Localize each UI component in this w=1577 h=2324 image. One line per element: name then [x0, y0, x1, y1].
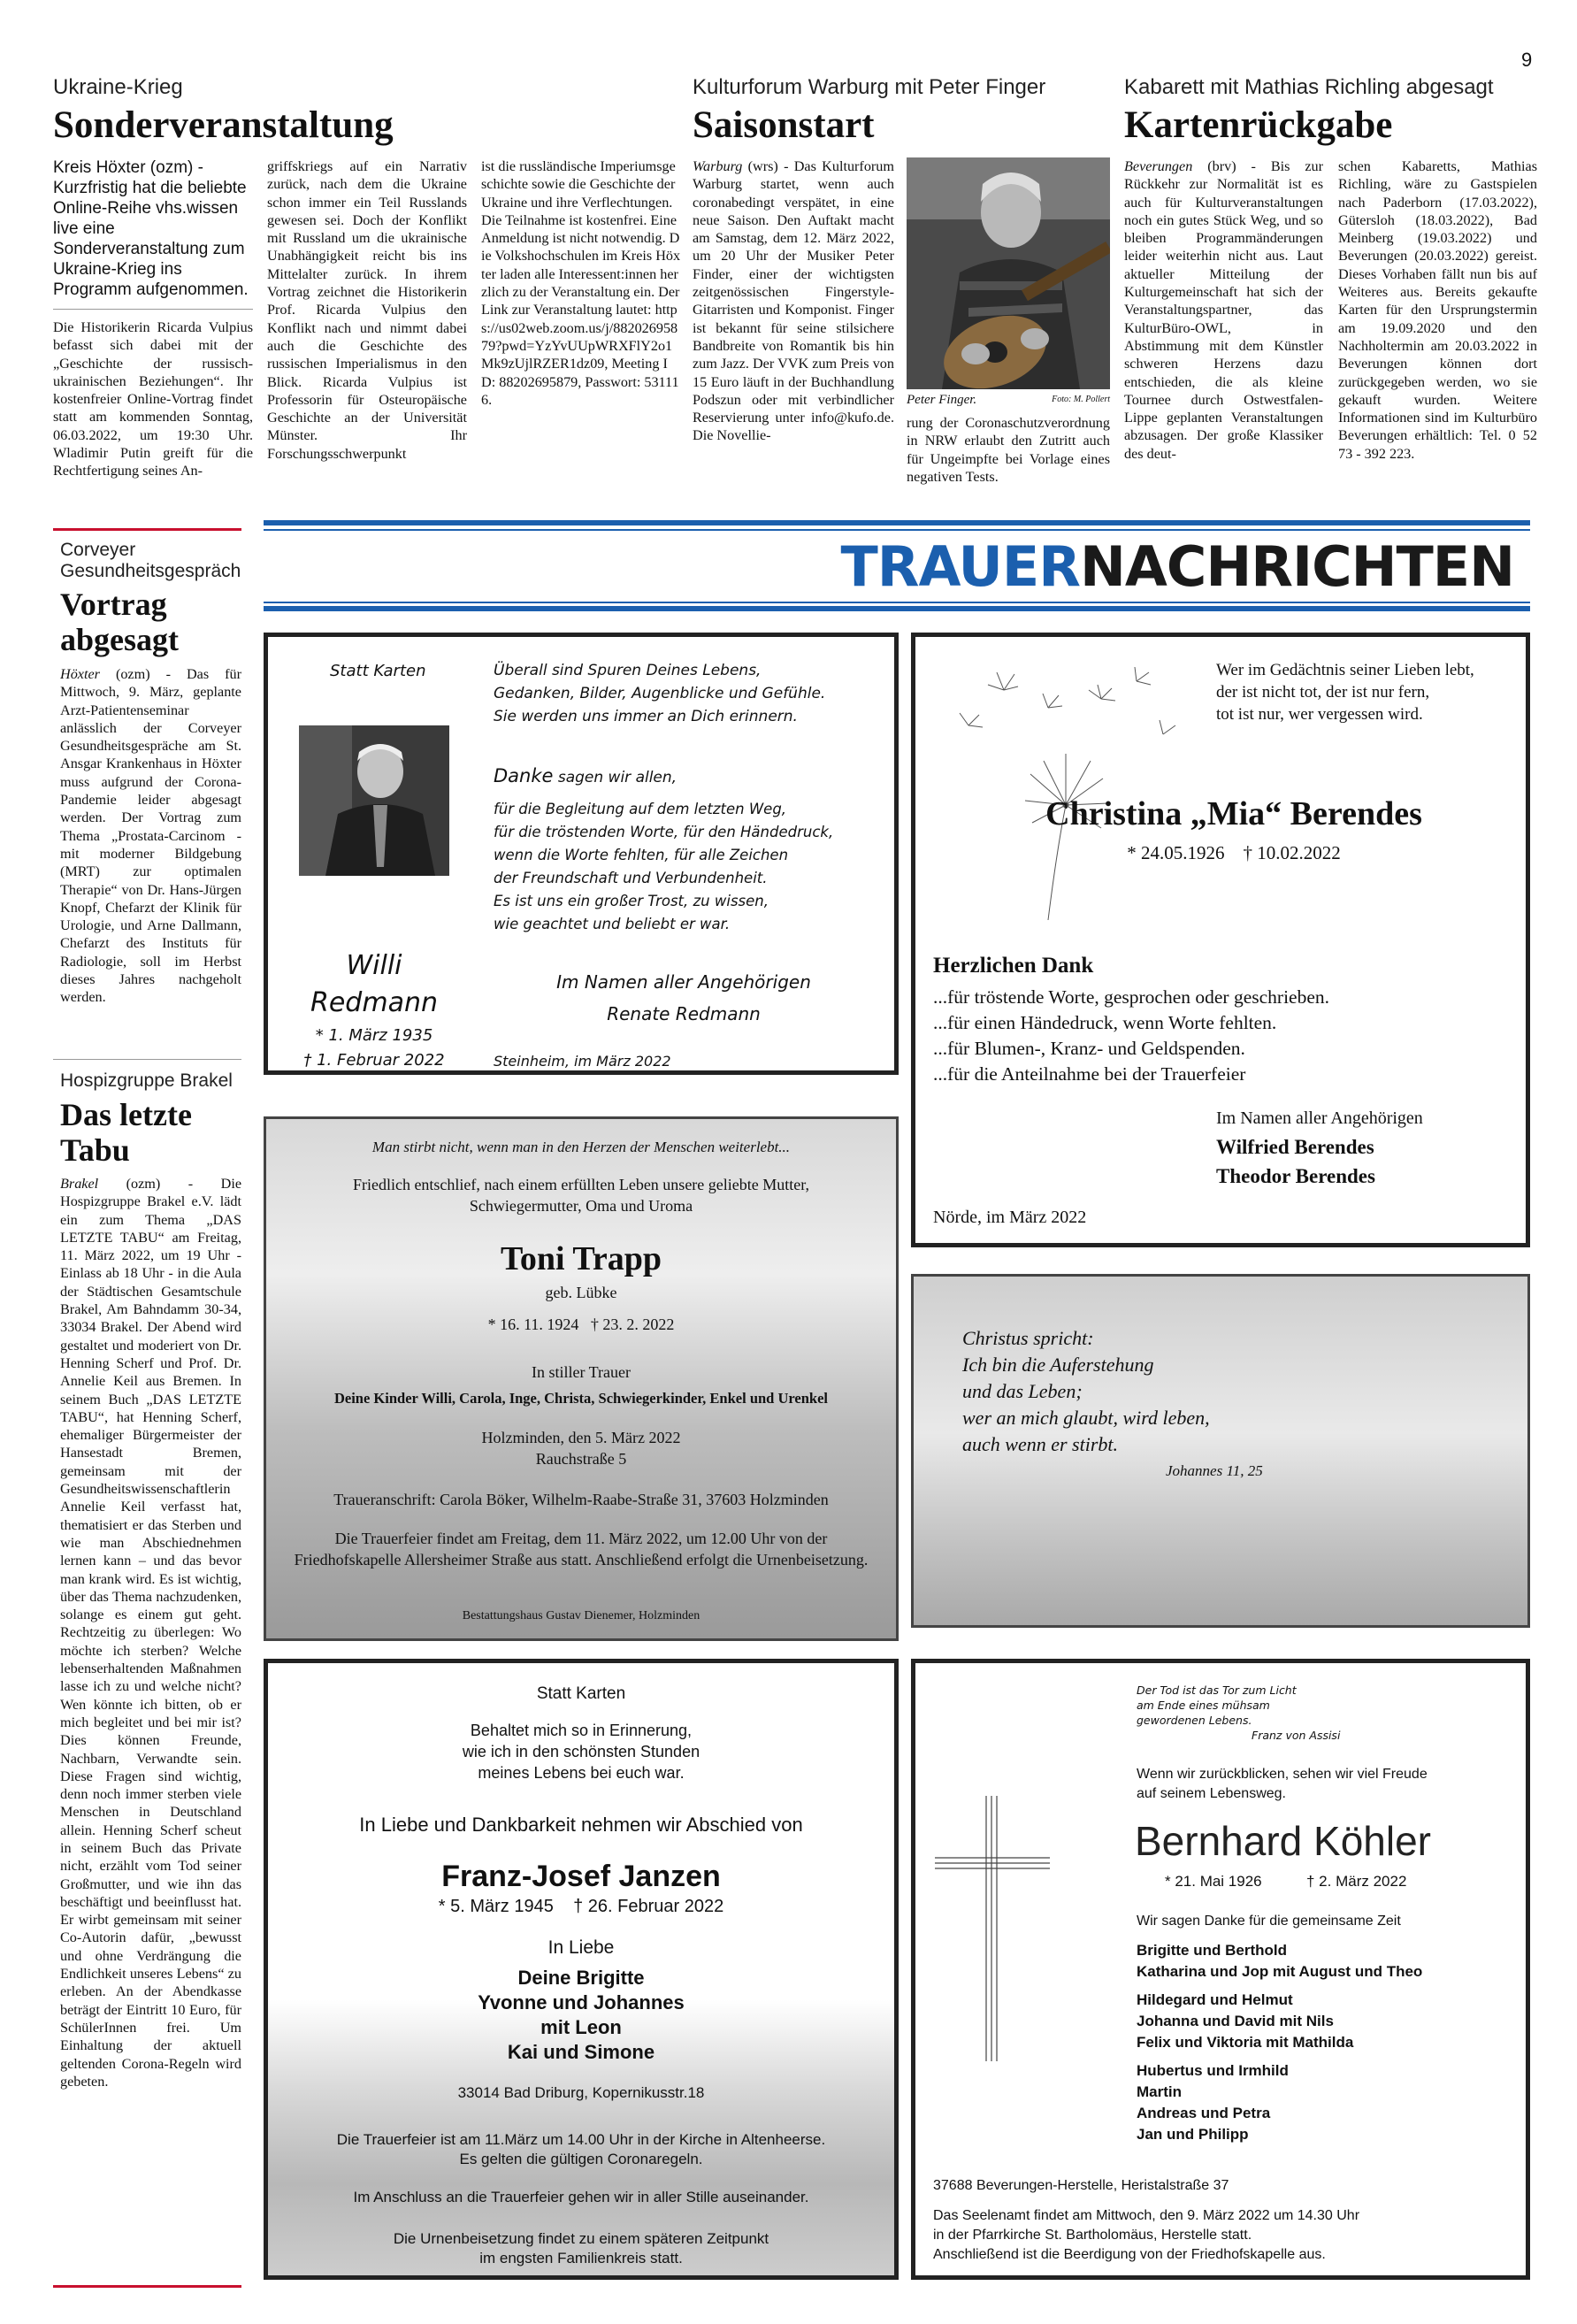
janzen-urn-line: Die Urnenbeisetzung findet zu einem späteren Zeitpunkt [393, 2230, 769, 2247]
janzen-poem-line: Behaltet mich so in Erinnerung, [470, 1722, 693, 1739]
photo-credit: Foto: M. Pollert [1052, 395, 1110, 404]
trapp-intro: Friedlich entschlief, nach einem erfüllten Leben unsere geliebte Mutter, Schwiegermutter, Oma und Uroma [352, 1176, 810, 1215]
redmann-born: * 1. März 1935 [315, 1026, 433, 1045]
koehler-intro-line: auf seinem Lebensweg. [1137, 1786, 1286, 1801]
redmann-poem-line: Gedanken, Bilder, Augenblicke und Gefühle. [494, 685, 826, 702]
redmann-statt-karten: Statt Karten [330, 662, 426, 680]
koehler-family-line: Hubertus und Irmhild [1137, 2062, 1289, 2079]
corvey-dateline: Höxter [60, 666, 100, 682]
janzen-poem-line: meines Lebens bei euch war. [478, 1764, 685, 1782]
obituary-redmann [264, 633, 899, 1075]
hospiz-headline: Das letzte Tabu [60, 1097, 192, 1168]
trauernachrichten-banner [264, 520, 1530, 612]
redmann-poem [494, 659, 825, 728]
christus-ref: Johannes 11, 25 [1166, 1462, 1263, 1479]
redmann-last-name: Redmann [310, 987, 438, 1018]
kulturforum-kicker: Kulturforum Warburg mit Peter Finger [693, 75, 1046, 99]
kabarett-kicker: Kabarett mit Mathias Richling abgesagt [1124, 75, 1494, 99]
trapp-street: Rauchstraße 5 [535, 1450, 627, 1468]
kabarett-col-1 [1124, 157, 1323, 511]
janzen-family [268, 1966, 894, 2065]
berendes-signoff: Im Namen aller Angehörigen [1216, 1108, 1423, 1128]
redmann-thanks [494, 798, 833, 936]
kulturforum-dateline: Warburg [693, 158, 743, 174]
photo-caption: Peter Finger. [907, 393, 977, 407]
koehler-address: 37688 Beverungen-Herstelle, Heristalstraße 37 [933, 2178, 1229, 2193]
koehler-family-line: Johanna und David mit Nils [1137, 2013, 1334, 2029]
christus-spricht-box [911, 1274, 1530, 1628]
janzen-poem-line: wie ich in den schönsten Stunden [462, 1743, 700, 1760]
corvey-kicker: Corveyer Gesundheitsgespräch [60, 540, 241, 581]
banner-bottom-bar [264, 606, 1530, 611]
redmann-danke-rest: sagen wir allen, [553, 769, 677, 786]
ukraine-text-1: Die Historikerin Ricarda Vulpius befasst sich dabei mit der „Geschichte der russisch-ukrainischen Beziehungen“. Ihr kostenfreier Online-Vortrag findet statt am kommenden Sonntag, 06.03.2022, um 19:30 Uhr. Wladimir Putin greift für die Rechtfertigung seines An- [53, 319, 253, 479]
janzen-in-liebe: In Liebe [547, 1937, 615, 1958]
christus-verse [962, 1325, 1210, 1458]
janzen-after: Im Anschluss an die Trauerfeier gehen wir in aller Stille auseinander. [353, 2189, 809, 2205]
peter-finger-photo [907, 157, 1110, 389]
koehler-ceremony-line: Das Seelenamt findet am Mittwoch, den 9. März 2022 um 14.30 Uhr [933, 2208, 1360, 2223]
kulturforum-text-1: (wrs) - Das Kulturforum Warburg startet, wenn auch coronabedingt verspätet, in eine neue Saison. Den Auftakt macht am Samstag, dem 12. März 2022, um 20 Uhr der Musiker Peter Finder, einer der wichtigsten zeitgenössischen Fingerstyle-Gitarristen und Komponist. Finger ist bekannt für seine stilsichere Bandbreite von Romantik bis hin zum Jazz. Der VVK zum Preis von 15 Euro läuft in der Buchhandlung Podszun oder mit verbindlicher Reservierung unter info@kufo.de. Die Novellie- [693, 158, 894, 444]
redmann-first-name: Willi [346, 950, 402, 981]
koehler-quote [1137, 1683, 1340, 1743]
trapp-place-date: Holzminden, den 5. März 2022 [481, 1429, 681, 1446]
kulturforum-col-1 [693, 157, 894, 511]
kulturforum-text-2: rung der Coronaschutzverordnung in NRW erlaubt den Zutritt auch für Ungeimpfte bei Vorlage eines negativen Tests. [907, 415, 1110, 485]
photo-caption-row [907, 392, 1110, 410]
redmann-photo [299, 725, 449, 876]
berendes-signer-2: Theodor Berendes [1216, 1165, 1375, 1187]
redmann-thanks-line: der Freundschaft und Verbundenheit. [494, 870, 768, 886]
trapp-dates: * 16. 11. 1924 † 23. 2. 2022 [487, 1315, 675, 1333]
berendes-poem-line: Wer im Gedächtnis seiner Lieben lebt, [1216, 661, 1474, 679]
kulturforum-headline: Saisonstart [693, 104, 875, 146]
kabarett-text-2: schen Kabaretts, Mathias Richling, wäre zu Gastspielen nach Paderborn (17.03.2022), Gütersloh (18.03.2022), Bad Meinberg (19.03.2022) und Beverungen (20.03.2022) gereist. Dieses Vorhaben fällt nun bis auf Weiteres aus. Bereits gekaufte Karten für den Ursprungstermin am 19.09.2020 und den Nachholtermin am 20.03.2022 in Beverungen können dort zurückgegeben werden, wo sie gekauft wurden. Weitere Informationen sind im Kulturbüro Beverungen erhältlich: Tel. 0 52 73 - 392 223. [1338, 158, 1537, 462]
ukraine-kicker: Ukraine-Krieg [53, 75, 183, 99]
redmann-place-date: Steinheim, im März 2022 [494, 1053, 671, 1070]
redmann-thanks-line: für die tröstenden Worte, für den Händedruck, [494, 824, 834, 840]
redmann-danke [494, 765, 677, 786]
corvey-body [60, 665, 241, 1050]
kabarett-col-2 [1338, 157, 1537, 511]
koehler-family-line: Andreas und Petra [1137, 2105, 1271, 2121]
koehler-ceremony [933, 2206, 1359, 2265]
trapp-funeral-home: Bestattungshaus Gustav Dienemer, Holzminden [462, 1609, 700, 1622]
banner-top-line [264, 529, 1530, 531]
trapp-birth-name: geb. Lübke [545, 1284, 617, 1301]
redmann-signoff: Im Namen aller Angehörigen [556, 971, 811, 993]
janzen-ceremony [268, 2130, 894, 2169]
janzen-family-line: mit Leon [540, 2016, 622, 2038]
obituary-koehler [911, 1659, 1530, 2280]
guitarist-illustration [907, 157, 1110, 389]
trapp-family: Deine Kinder Willi, Carola, Inge, Christa, Schwiegerkinder, Enkel und Urenkel [333, 1390, 828, 1407]
section-title-part1: TRAUER [840, 534, 1080, 599]
redmann-died: † 1. Februar 2022 [303, 1051, 445, 1070]
redmann-thanks-line: Es ist uns ein großer Trost, zu wissen, [494, 893, 769, 909]
ukraine-text-3: ist die russländische Imperiumsgeschichte sowie die Geschichte der Ukraine und ihre Verflechtungen. Die Teilnahme ist kostenfrei. Eine Anmeldung ist nicht notwendig. Die Volkshochschulen im Kreis Höxter laden alle Interessent:innen herzlich zu der Veranstaltung ein. Der Link zur Veranstaltung lautet: https://us02web.zoom.us/j/88202695879?pwd=YzYvUUpWRXFlY2o1Mk9zUjlRZER1dz09, Meeting ID: 88202695879, Passwort: 531116. [481, 158, 681, 408]
trapp-in-trauer: In stiller Trauer [532, 1363, 631, 1381]
redmann-thanks-line: für die Begleitung auf dem letzten Weg, [494, 801, 787, 817]
sidebar-divider [53, 1059, 241, 1060]
obituary-berendes [911, 633, 1530, 1247]
redmann-signer: Renate Redmann [607, 1003, 761, 1024]
hospiz-dateline: Brakel [60, 1176, 99, 1192]
page-number: 9 [1521, 49, 1533, 71]
ukraine-intro: Kreis Höxter (ozm) - Kurzfristig hat die beliebte Online-Reihe vhs.wissen live eine Sonderveranstaltung zum Ukraine-Krieg ins Programm aufgenommen. [53, 157, 253, 310]
christus-line: und das Leben; [962, 1380, 1083, 1402]
christus-line: auch wenn er stirbt. [962, 1433, 1118, 1455]
berendes-dank-line: ...für die Anteilnahme bei der Trauerfeier [933, 1063, 1246, 1085]
banner-bottom-line [264, 602, 1530, 603]
janzen-statt-karten: Statt Karten [536, 1684, 626, 1703]
janzen-family-line: Deine Brigitte [517, 1967, 645, 1989]
koehler-intro-line: Wenn wir zurückblicken, sehen wir viel Freude [1137, 1767, 1428, 1782]
koehler-family-line: Brigitte und Berthold [1137, 1942, 1287, 1959]
sidebar-top-rule [53, 528, 241, 531]
janzen-ceremony-line: Es gelten die gültigen Coronaregeln. [459, 2151, 703, 2167]
koehler-ceremony-line: Anschließend ist die Beerdigung von der Friedhofskapelle aus. [933, 2247, 1326, 2262]
ukraine-col-2 [267, 157, 467, 511]
koehler-family-line: Katharina und Jop mit August und Theo [1137, 1963, 1423, 1980]
berendes-dates: * 24.05.1926 † 10.02.2022 [1127, 842, 1341, 863]
dandelion-icon [933, 655, 1198, 929]
redmann-thanks-line: wie geachtet und beliebt er war. [494, 916, 731, 932]
trapp-ceremony: Die Trauerfeier findet am Freitag, dem 11. März 2022, um 12.00 Uhr von der Friedhofskapelle Allersheimer Straße aus statt. Anschließend erfolgt die Urnenbeisetzung. [294, 1530, 869, 1569]
berendes-poem-line: tot ist nur, wer vergessen wird. [1216, 705, 1423, 724]
redmann-poem-line: Sie werden uns immer an Dich erinnern. [494, 708, 798, 725]
koehler-family-line: Jan und Philipp [1137, 2126, 1249, 2143]
berendes-poem-line: der ist nicht tot, der ist nur fern, [1216, 683, 1430, 702]
corvey-headline: Vortrag abgesagt [60, 587, 179, 657]
ukraine-col-3 [481, 157, 681, 511]
berendes-dank-line: ...für tröstende Worte, gesprochen oder geschrieben. [933, 986, 1330, 1008]
janzen-family-line: Yvonne und Johannes [478, 1991, 685, 2013]
section-title-part2: NACHRICHTEN [1080, 534, 1514, 599]
koehler-name: Bernhard Köhler [1135, 1818, 1431, 1864]
koehler-thanks: Wir sagen Danke für die gemeinsame Zeit [1137, 1914, 1401, 1929]
kulturforum-col-2 [907, 414, 1110, 511]
kabarett-headline: Kartenrückgabe [1124, 104, 1393, 146]
koehler-family [1137, 1940, 1422, 2145]
koehler-intro [1137, 1765, 1428, 1804]
hospiz-kicker: Hospizgruppe Brakel [60, 1070, 233, 1091]
janzen-dates: * 5. März 1945 † 26. Februar 2022 [438, 1897, 724, 1916]
janzen-urn [268, 2229, 894, 2268]
cross-icon [935, 1796, 1050, 2061]
kabarett-text-1: (brv) - Bis zur Rückkehr zur Normalität ist es auch für Kulturveranstaltungen noch ein gutes Stück Weg, und so bleiben Programmänderungen leider weiterhin nicht aus. Laut aktueller Mitteilung der Kulturgemeinschaft hat sich der Veranstaltungspartner, das KulturBüro-OWL, in Abstimmung mit dem Künstler schweren Herzens dazu entschieden, die als kleine Tournee durch Ostwestfalen-Lippe geplanten Veranstaltungen abzusagen. Der große Klassiker des deut- [1124, 158, 1323, 462]
berendes-dank-line: ...für einen Händedruck, wenn Worte fehlten. [933, 1012, 1277, 1033]
portrait-illustration [299, 725, 449, 876]
berendes-place-date: Nörde, im März 2022 [933, 1208, 1087, 1227]
redmann-poem-line: Überall sind Spuren Deines Lebens, [494, 662, 762, 679]
christus-line: wer an mich glaubt, wird leben, [962, 1407, 1210, 1429]
koehler-quote-line: Der Tod ist das Tor zum Licht [1137, 1684, 1297, 1697]
berendes-poem [1216, 659, 1474, 725]
christus-line: Christus spricht: [962, 1327, 1094, 1349]
berendes-signer-1: Wilfried Berendes [1216, 1136, 1374, 1158]
christus-line: Ich bin die Auferstehung [962, 1354, 1154, 1376]
obituary-janzen [264, 1659, 899, 2280]
janzen-poem [268, 1720, 894, 1783]
berendes-dank-lines [933, 985, 1329, 1087]
koehler-quote-author: Franz von Assisi [1252, 1729, 1341, 1742]
corvey-text: (ozm) - Das für Mittwoch, 9. März, geplante Arzt-Patientenseminar anlässlich der Corveyer Gesundheitsgespräche am St. Ansgar Krankenhaus in Höxter muss aufgrund der Corona-Pandemie leider abgesagt werden. Der Vortrag zum Thema „Prostata-Carcinom - mit moderner Bildgebung (MRT) zur optimalen Therapie“ von Dr. Hans-Jürgen Knopf, Chefarzt der Klinik für Urologie, und Arne Dallmann, Chefarzt des Instituts für Radiologie, soll im Herbst dieses Jahres nachgeholt werden. [60, 666, 241, 1006]
koehler-died: † 2. März 2022 [1306, 1873, 1407, 1890]
obituary-trapp [264, 1116, 899, 1641]
sidebar-bottom-rule [53, 2285, 241, 2288]
koehler-quote-line: am Ende eines mühsam [1137, 1699, 1270, 1712]
kabarett-dateline: Beverungen [1124, 158, 1193, 174]
koehler-ceremony-line: in der Pfarrkirche St. Bartholomäus, Herstelle statt. [933, 2228, 1252, 2243]
koehler-born: * 21. Mai 1926 [1165, 1873, 1262, 1890]
banner-top-bar [264, 520, 1530, 525]
ukraine-col-1 [53, 157, 253, 511]
janzen-address: 33014 Bad Driburg, Kopernikusstr.18 [457, 2084, 705, 2101]
koehler-family-line: Felix und Viktoria mit Mathilda [1137, 2034, 1354, 2051]
berendes-dank-line: ...für Blumen-, Kranz- und Geldspenden. [933, 1038, 1245, 1059]
berendes-dank-title: Herzlichen Dank [933, 954, 1094, 978]
janzen-ceremony-line: Die Trauerfeier ist am 11.März um 14.00 Uhr in der Kirche in Altenheerse. [336, 2131, 826, 2148]
trapp-address: Traueranschrift: Carola Böker, Wilhelm-Raabe-Straße 31, 37603 Holzminden [333, 1491, 829, 1508]
trapp-motto: Man stirbt nicht, wenn man in den Herzen der Menschen weiterlebt... [371, 1139, 791, 1155]
hospiz-text: (ozm) - Die Hospizgruppe Brakel e.V. lädt ein zum Thema „DAS LETZTE TABU“ am Freitag, 11. März 2022, um 19 Uhr - Einlass ab 18 Uhr - in die Aula der Städtischen Gesamtschule Brakel, Am Bahndamm 30-34, 33034 Brakel. Der Abend wird gestaltet und moderiert von Dr. Henning Scherf und Prof. Dr. Annelie Keil aus Bremen. In seinem Buch „DAS LETZTE TABU“, hat Henning Scherf, ehemaliger Bürgermeister der Hansestadt Bremen, gemeinsam mit der Gesundheitswissenschaftlerin Annelie Keil verfasst hat, thematisiert er das Sterben und wie man Abschiednehmen lernen kann – und das bevor man krank wird. Es ist wichtig, über das Thema nachzudenken, solange es einem gut geht. Rechtzeitig zu überlegen: Wo möchte ich sterben? Welche lebenserhaltenden Maßnahmen lasse ich zu und welche nicht? Wen könnte ich bitten, ob er mich begleitet und bei mir ist? Dies können Freunde, Nachbarn, Verwandte sein. Diese Fragen sind wichtig, denn noch immer sterben viele Menschen in Deutschland allein. Henning Scherf scheut in seinem Buch das Private nicht, erzählt vom Tod seiner Großmutter, und wie ihn das beschäftigt und beeinflusst hat. Er wirbt gemeinsam mit seiner Co-Autorin dafür, „bewusst und ohne Verdrängung die Endlichkeit unseres Lebens“ zu erleben. An der Abendkasse beträgt der Eintritt 10 Euro, für SchülerInnen frei. Um Einhaltung der aktuell geltenden Corona-Regeln wird gebeten. [60, 1176, 241, 2090]
janzen-intro: In Liebe und Dankbarkeit nehmen wir Abschied von [359, 1814, 803, 1836]
janzen-name: Franz-Josef Janzen [441, 1860, 721, 1893]
redmann-thanks-line: wenn die Worte fehlten, für alle Zeichen [494, 847, 789, 863]
janzen-family-line: Kai und Simone [507, 2041, 655, 2063]
koehler-family-line: Martin [1137, 2083, 1182, 2100]
ukraine-text-2: griffskriegs auf ein Narrativ zurück, nach dem die Ukraine schon immer ein Teil Russlands gewesen sei. Doch der Konflikt mit Russland um die ukrainische Unabhängigkeit reicht bis ins Mittelalter zurück. In ihrem Vortrag zeichnet die Historikerin Prof. Ricarda Vulpius den Konflikt nach und nimmt dabei auch die Geschichte des russischen Imperialismus in den Blick. Ricarda Vulpius ist Professorin für Osteuropäische Geschichte an der Universität Münster. Ihr Forschungsschwerpunkt [267, 158, 467, 462]
ukraine-headline: Sonderveranstaltung [53, 104, 394, 146]
section-title [840, 534, 1514, 599]
berendes-name: Christina „Mia“ Berendes [1045, 795, 1422, 832]
janzen-urn-line: im engsten Familienkreis statt. [479, 2250, 683, 2266]
trapp-name: Toni Trapp [500, 1240, 662, 1277]
koehler-family-line: Hildegard und Helmut [1137, 1991, 1293, 2008]
hospiz-body [60, 1175, 241, 2276]
redmann-danke-word: Danke [494, 765, 554, 786]
koehler-quote-line: gewordenen Lebens. [1137, 1714, 1252, 1727]
